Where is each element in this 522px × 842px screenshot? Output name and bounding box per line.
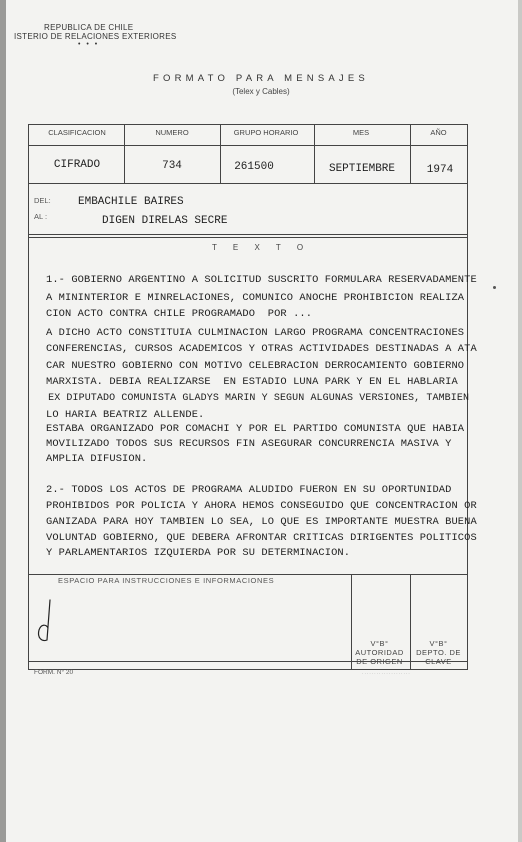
body-line: GANIZADA PARA HOY TAMBIEN LO SEA, LO QUE ES IMPORTANTE MUESTRA BUENA xyxy=(46,516,477,528)
form-subtitle: (Telex y Cables) xyxy=(232,87,290,96)
rule xyxy=(29,237,467,238)
body-line: EX DIPUTADO COMUNISTA GLADYS MARIN Y SEGUN ALGUNAS VERSIONES, TAMBIEN xyxy=(42,393,470,404)
body-line: Y PARLAMENTARIOS IZQUIERDA POR SU DETERMINACION. xyxy=(46,547,351,559)
from-value: EMBACHILE BAIRES xyxy=(78,196,184,208)
body-line: ESTABA ORGANIZADO POR COMACHI Y POR EL PARTIDO COMUNISTA QUE HABIA xyxy=(46,423,465,435)
col-head-mes: MES xyxy=(352,128,370,137)
body-line: PROHIBIDOS POR POLICIA Y AHORA HEMOS CONSEGUIDO QUE CONCENTRACION OR xyxy=(46,500,477,512)
body-line: A DICHO ACTO CONSTITUIA CULMINACION LARGO PROGRAMA CONCENTRACIONES xyxy=(46,327,465,339)
vb-key-line1: V°B° xyxy=(429,639,448,648)
to-value: DIGEN DIRELAS SECRE xyxy=(102,215,228,227)
vb-origin xyxy=(350,639,409,666)
body-line: CION ACTO CONTRA CHILE PROGRAMADO POR ... xyxy=(46,308,313,320)
value-clasificacion: CIFRADO xyxy=(53,159,101,171)
vb-origin-line2: AUTORIDAD xyxy=(355,648,404,657)
header-republic: REPUBLICA DE CHILE xyxy=(44,23,134,32)
body-line: A MININTERIOR E MINRELACIONES, COMUNICO ANOCHE PROHIBICION REALIZA xyxy=(46,292,465,304)
vb-origin-line1: V°B° xyxy=(370,639,389,648)
scan-speck xyxy=(493,286,496,289)
value-mes: SEPTIEMBRE xyxy=(328,163,395,175)
col-head-numero: NUMERO xyxy=(155,128,189,137)
form-title: FORMATO PARA MENSAJES xyxy=(153,73,369,84)
value-numero: 734 xyxy=(162,160,182,172)
vb-key xyxy=(409,639,468,666)
col-head-grupo: GRUPO HORARIO xyxy=(233,128,299,137)
body-line: 1.- GOBIERNO ARGENTINO A SOLICITUD SUSCRITO FORMULARA RESERVADAMENTE xyxy=(46,274,477,286)
scan-edge-left xyxy=(0,0,6,842)
vb-origin-line3: DE ORIGEN xyxy=(356,657,403,666)
value-grupo: 261500 xyxy=(234,161,274,173)
col-head-ano: AÑO xyxy=(430,128,447,137)
texto-heading: T E X T O xyxy=(211,243,311,252)
col-head-clasificacion: CLASIFICACION xyxy=(48,128,106,137)
body-line: MOVILIZADO TODOS SUS RECURSOS FIN ASEGURAR CONCURRENCIA MASIVA Y xyxy=(46,438,452,450)
body-line: CONFERENCIAS, CURSOS ACADEMICOS Y OTRAS ACTIVIDADES DESTINADAS A ATA xyxy=(46,343,477,355)
rule xyxy=(29,574,467,575)
form-number: FORM. N° 20 xyxy=(34,669,74,676)
rule xyxy=(29,145,467,146)
body-line: VOLUNTAD GOBIERNO, QUE DEBERA AFRONTAR CRITICAS DIRIGENTES POLITICOS xyxy=(46,532,477,544)
value-ano: 1974 xyxy=(426,164,454,176)
body-line: AMPLIA DIFUSION. xyxy=(46,453,148,465)
printer-note-smudge: · · · · · · · · · · · · · · · · · · · · xyxy=(362,671,410,676)
to-label: AL : xyxy=(34,212,48,221)
body-line: MARXISTA. DEBIA REALIZARSE EN ESTADIO LUNA PARK Y EN EL HABLARIA xyxy=(46,376,458,388)
header-ornament: • • • xyxy=(78,41,100,48)
header-ministry: ISTERIO DE RELACIONES EXTERIORES xyxy=(14,32,177,41)
rule xyxy=(29,234,467,235)
vb-key-line3: CLAVE xyxy=(425,657,452,666)
vb-key-line2: DEPTO. DE xyxy=(416,648,461,657)
instructions-label: ESPACIO PARA INSTRUCCIONES E INFORMACIONES xyxy=(58,576,275,585)
handwritten-mark xyxy=(34,594,64,654)
scan-edge-right xyxy=(518,0,522,842)
body-line: CAR NUESTRO GOBIERNO CON MOTIVO CELEBRACION DERROCAMIENTO GOBIERNO xyxy=(46,360,465,372)
rule xyxy=(29,183,467,184)
body-line: 2.- TODOS LOS ACTOS DE PROGRAMA ALUDIDO FUERON EN SU OPORTUNIDAD xyxy=(46,484,452,496)
from-label: DEL: xyxy=(34,196,51,205)
body-line: LO HARIA BEATRIZ ALLENDE. xyxy=(46,409,205,421)
